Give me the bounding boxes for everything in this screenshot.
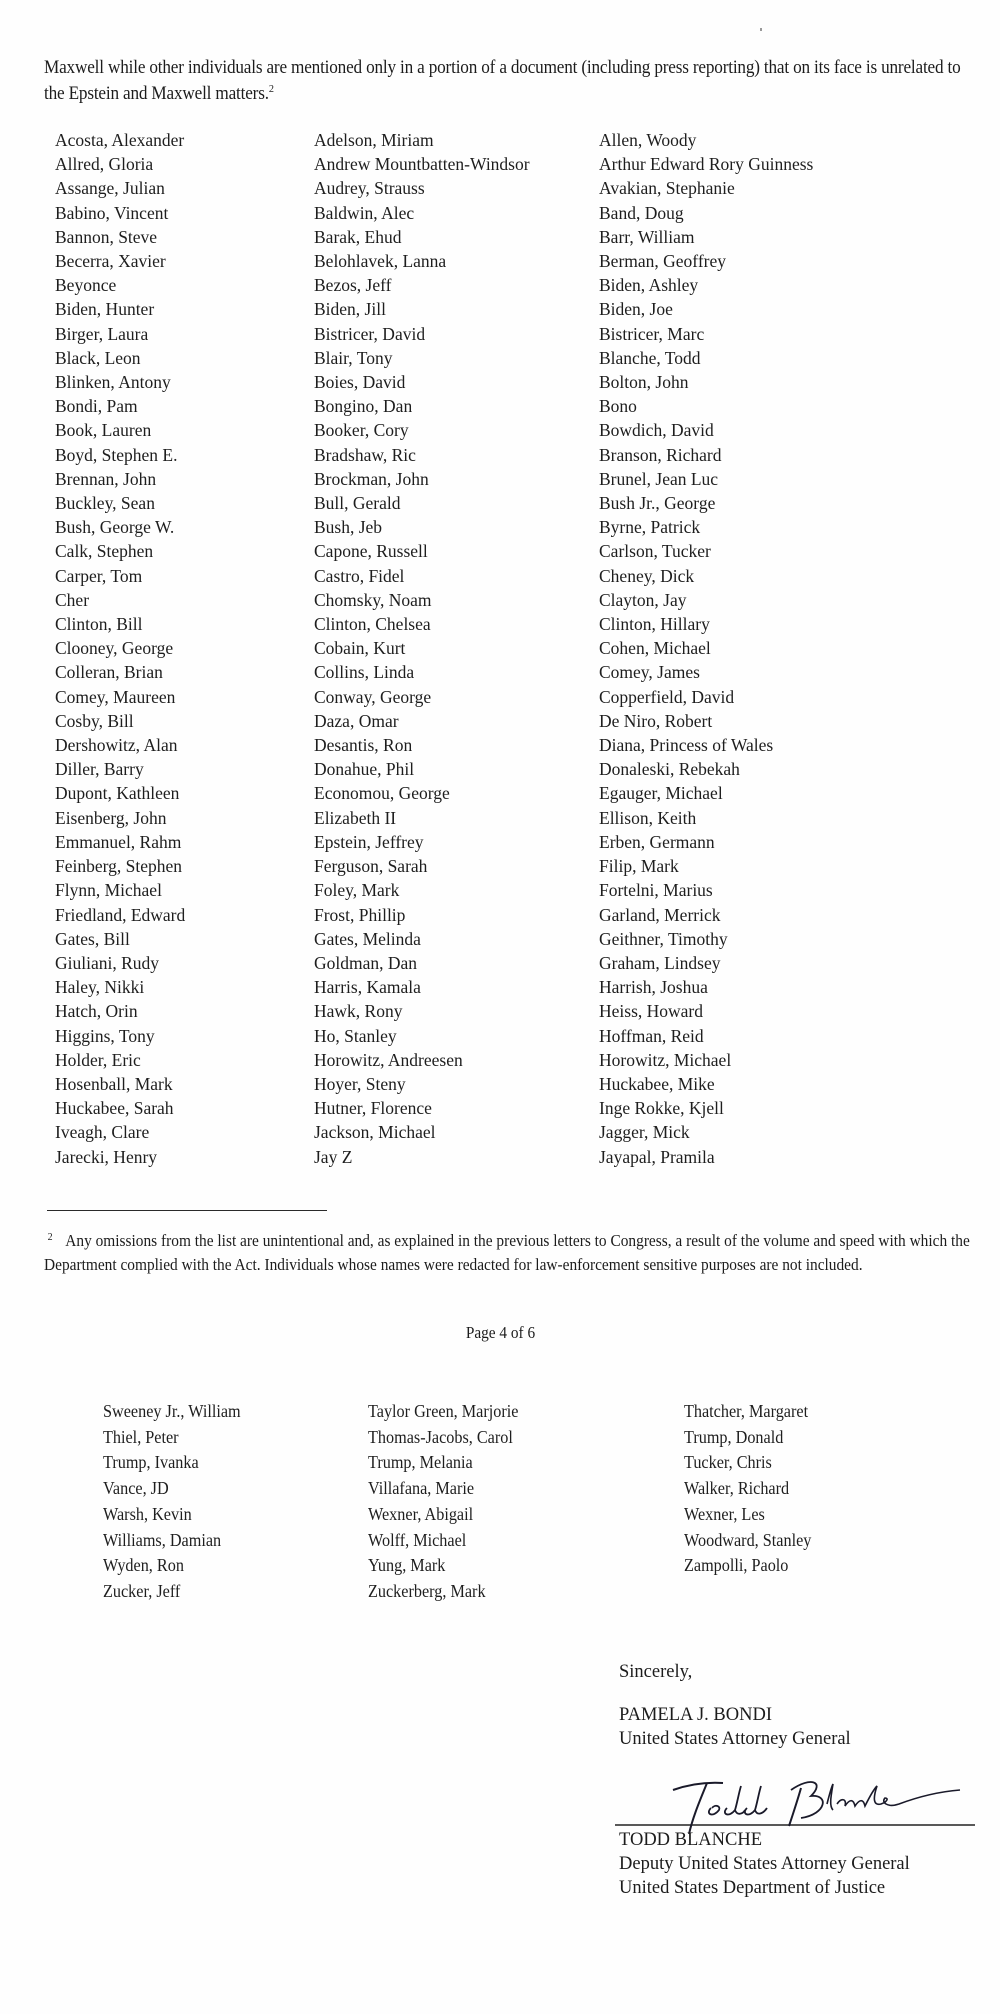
list-item: Bannon, Steve [55,226,158,247]
list-item: Gates, Bill [55,928,130,949]
list-item: Carlson, Tucker [599,541,711,562]
list-item: Blair, Tony [314,347,393,368]
list-item: Boies, David [314,372,406,393]
list-item: Friedland, Edward [55,904,186,925]
list-item: Comey, James [599,662,700,683]
list-item: Geithner, Timothy [599,928,728,949]
list-item: Egauger, Michael [599,783,723,804]
list-item: Tucker, Chris [684,1452,772,1473]
list-item: Hoyer, Steny [314,1073,406,1094]
list-item: Ferguson, Sarah [314,856,428,877]
list-item: Blinken, Antony [55,372,171,393]
list-item: Assange, Julian [55,178,165,199]
signer-1-name: PAMELA J. BONDI [619,1705,772,1725]
list-item: Wyden, Ron [103,1555,184,1576]
list-item: Blanche, Todd [599,347,701,368]
list-item: Jarecki, Henry [55,1146,158,1167]
list-item: Comey, Maureen [55,686,176,707]
list-item: Beyonce [55,275,117,296]
list-item: Boyd, Stephen E. [55,444,178,465]
list-item: Branson, Richard [599,444,722,465]
list-item: Copperfield, David [599,686,735,707]
intro-text: Maxwell while other individuals are mentioned only in a portion of a document (including press reporting) that on its face is unrelated to the Epstein and Maxwell matters. [44,58,961,104]
list-item: Flynn, Michael [55,880,162,901]
list-item: Jay Z [314,1146,353,1167]
list-item: Wexner, Les [684,1503,765,1524]
list-item: Vance, JD [103,1478,169,1499]
list-item: Epstein, Jeffrey [314,831,424,852]
list-item: Clooney, George [55,638,174,659]
list-item: Yung, Mark [368,1555,446,1576]
list-item: Cher [55,589,90,610]
list-item: Clinton, Bill [55,614,143,635]
list-item: Trump, Donald [684,1426,784,1447]
list-item: Book, Lauren [55,420,152,441]
list-item: Biden, Ashley [599,275,699,296]
list-item: Cobain, Kurt [314,638,406,659]
list-item: Calk, Stephen [55,541,154,562]
list-item: Taylor Green, Marjorie [368,1401,519,1421]
list-item: Audrey, Strauss [314,178,425,199]
list-item: Thatcher, Margaret [684,1401,809,1421]
list-item: Collins, Linda [314,662,415,683]
list-item: Bradshaw, Ric [314,444,416,465]
footnote-divider [47,1210,327,1211]
list-item: Allen, Woody [599,130,697,150]
list-item: Conway, George [314,686,432,707]
list-item: Bowdich, David [599,420,714,441]
list-item: Bistricer, Marc [599,323,705,344]
signer-1-title: United States Attorney General [619,1729,851,1749]
list-item: Bush, George W. [55,517,175,538]
list-item: Diller, Barry [55,759,144,780]
list-item: Booker, Cory [314,420,409,441]
list-item: Fortelni, Marius [599,880,713,901]
list-item: Allred, Gloria [55,154,154,175]
names-column-3 [684,1399,826,1579]
list-item: Haley, Nikki [55,977,145,998]
list-item: Dershowitz, Alan [55,735,178,756]
list-item: Clinton, Chelsea [314,614,431,635]
list-item: Heiss, Howard [599,1001,704,1022]
list-item: Garland, Merrick [599,904,721,925]
list-item: Harrish, Joshua [599,977,708,998]
footnote [44,1226,976,1276]
list-item: Frost, Phillip [314,904,406,925]
list-item: Clinton, Hillary [599,614,710,635]
list-item: Capone, Russell [314,541,428,562]
list-item: Horowitz, Michael [599,1049,732,1070]
list-item: Jagger, Mick [599,1122,690,1143]
list-item: Inge Rokke, Kjell [599,1098,724,1119]
list-item: Hutner, Florence [314,1098,432,1119]
list-item: Trump, Ivanka [103,1452,199,1473]
list-item: Cheney, Dick [599,565,695,586]
list-item: Bull, Gerald [314,493,401,514]
names-column-2 [368,1399,535,1605]
list-item: Warsh, Kevin [103,1503,192,1524]
names-column-3 [599,128,813,1169]
list-item: Berman, Geoffrey [599,251,726,272]
list-item: Buckley, Sean [55,493,155,514]
list-item: Colleran, Brian [55,662,163,683]
list-item: Hoffman, Reid [599,1025,704,1046]
list-item: Holder, Eric [55,1049,141,1070]
signer-2-department: United States Department of Justice [619,1878,886,1898]
list-item: Filip, Mark [599,856,679,877]
list-item: Babino, Vincent [55,202,169,223]
names-column-2 [314,128,530,1169]
list-item: Harris, Kamala [314,977,421,998]
list-item: Woodward, Stanley [684,1529,812,1550]
list-item: Bezos, Jeff [314,275,392,296]
list-item: Graham, Lindsey [599,952,721,973]
list-item: Hatch, Orin [55,1001,138,1022]
list-item: Zampolli, Paolo [684,1555,789,1576]
list-item: Byrne, Patrick [599,517,701,538]
list-item: Wexner, Abigail [368,1503,474,1524]
list-item: Erben, Germann [599,831,715,852]
closing: Sincerely, [619,1662,693,1682]
page-number-text: Page 4 of 6 [465,1323,535,1342]
list-item: Dupont, Kathleen [55,783,180,804]
list-item: Sweeney Jr., William [103,1401,241,1421]
list-item: Iveagh, Clare [55,1122,150,1143]
list-item: Belohlavek, Lanna [314,251,447,272]
list-item: Donaleski, Rebekah [599,759,740,780]
list-item: Bono [599,396,637,417]
list-item: Zucker, Jeff [103,1580,181,1601]
list-item: Hawk, Rony [314,1001,403,1022]
list-item: Band, Doug [599,202,684,223]
list-item: Bongino, Dan [314,396,413,417]
list-item: Adelson, Miriam [314,130,434,150]
list-item: Huckabee, Sarah [55,1098,174,1119]
signer-2-name: TODD BLANCHE [619,1830,763,1850]
list-item: Bolton, John [599,372,689,393]
list-item: Daza, Omar [314,710,399,731]
list-item: Hosenball, Mark [55,1073,173,1094]
list-item: Desantis, Ron [314,735,413,756]
list-item: Barr, William [599,226,695,247]
list-item: Cosby, Bill [55,710,134,731]
list-item: Barak, Ehud [314,226,402,247]
footnote-text: Any omissions from the list are unintentional and, as explained in the previous letters to Congress, a result of the volume and speed with which the Department complied with the Act. Individuals whose names were redacted for law-enforcement sensitive purposes are not included. [44,1231,970,1274]
list-item: Cohen, Michael [599,638,711,659]
list-item: Biden, Jill [314,299,386,320]
page-number [0,1323,1000,1343]
names-column-1 [55,128,185,1169]
list-item: Wolff, Michael [368,1529,467,1550]
list-item: Economou, George [314,783,450,804]
list-item: Castro, Fidel [314,565,405,586]
list-item: Arthur Edward Rory Guinness [599,154,814,175]
list-item: Biden, Joe [599,299,673,320]
list-item: Bush, Jeb [314,517,383,538]
list-item: Jayapal, Pramila [599,1146,715,1167]
list-item: Avakian, Stephanie [599,178,735,199]
footnote-reference: 2 [268,82,274,95]
list-item: Acosta, Alexander [55,130,185,150]
list-item: Brennan, John [55,468,157,489]
list-item: Horowitz, Andreesen [314,1049,463,1070]
list-item: Diana, Princess of Wales [599,735,774,756]
scan-speck [760,28,762,31]
list-item: Carper, Tom [55,565,143,586]
list-item: Goldman, Dan [314,952,418,973]
list-item: Chomsky, Noam [314,589,432,610]
intro-paragraph [44,55,965,107]
list-item: Elizabeth II [314,807,397,828]
list-item: Jackson, Michael [314,1122,436,1143]
list-item: Eisenberg, John [55,807,167,828]
list-item: Bistricer, David [314,323,426,344]
signer-2-title: Deputy United States Attorney General [619,1854,910,1874]
list-item: Becerra, Xavier [55,251,166,272]
names-column-1 [103,1399,256,1605]
list-item: Villafana, Marie [368,1478,475,1499]
list-item: Black, Leon [55,347,141,368]
list-item: Clayton, Jay [599,589,687,610]
list-item: Thomas-Jacobs, Carol [368,1426,513,1447]
list-item: Ho, Stanley [314,1025,397,1046]
list-item: Giuliani, Rudy [55,952,160,973]
list-item: Donahue, Phil [314,759,415,780]
list-item: Bush Jr., George [599,493,716,514]
list-item: Bondi, Pam [55,396,138,417]
list-item: Walker, Richard [684,1478,790,1499]
list-item: Baldwin, Alec [314,202,415,223]
list-item: Biden, Hunter [55,299,155,320]
footnote-mark: 2 [47,1231,53,1243]
list-item: Foley, Mark [314,880,400,901]
list-item: Thiel, Peter [103,1426,179,1447]
list-item: De Niro, Robert [599,710,713,731]
list-item: Zuckerberg, Mark [368,1580,486,1601]
list-item: Ellison, Keith [599,807,697,828]
list-item: Trump, Melania [368,1452,473,1473]
list-item: Huckabee, Mike [599,1073,715,1094]
list-item: Brockman, John [314,468,429,489]
list-item: Williams, Damian [103,1529,222,1550]
list-item: Andrew Mountbatten-Windsor [314,154,530,175]
list-item: Higgins, Tony [55,1025,155,1046]
list-item: Emmanuel, Rahm [55,831,182,852]
list-item: Birger, Laura [55,323,149,344]
list-item: Feinberg, Stephen [55,856,183,877]
list-item: Brunel, Jean Luc [599,468,719,489]
list-item: Gates, Melinda [314,928,421,949]
